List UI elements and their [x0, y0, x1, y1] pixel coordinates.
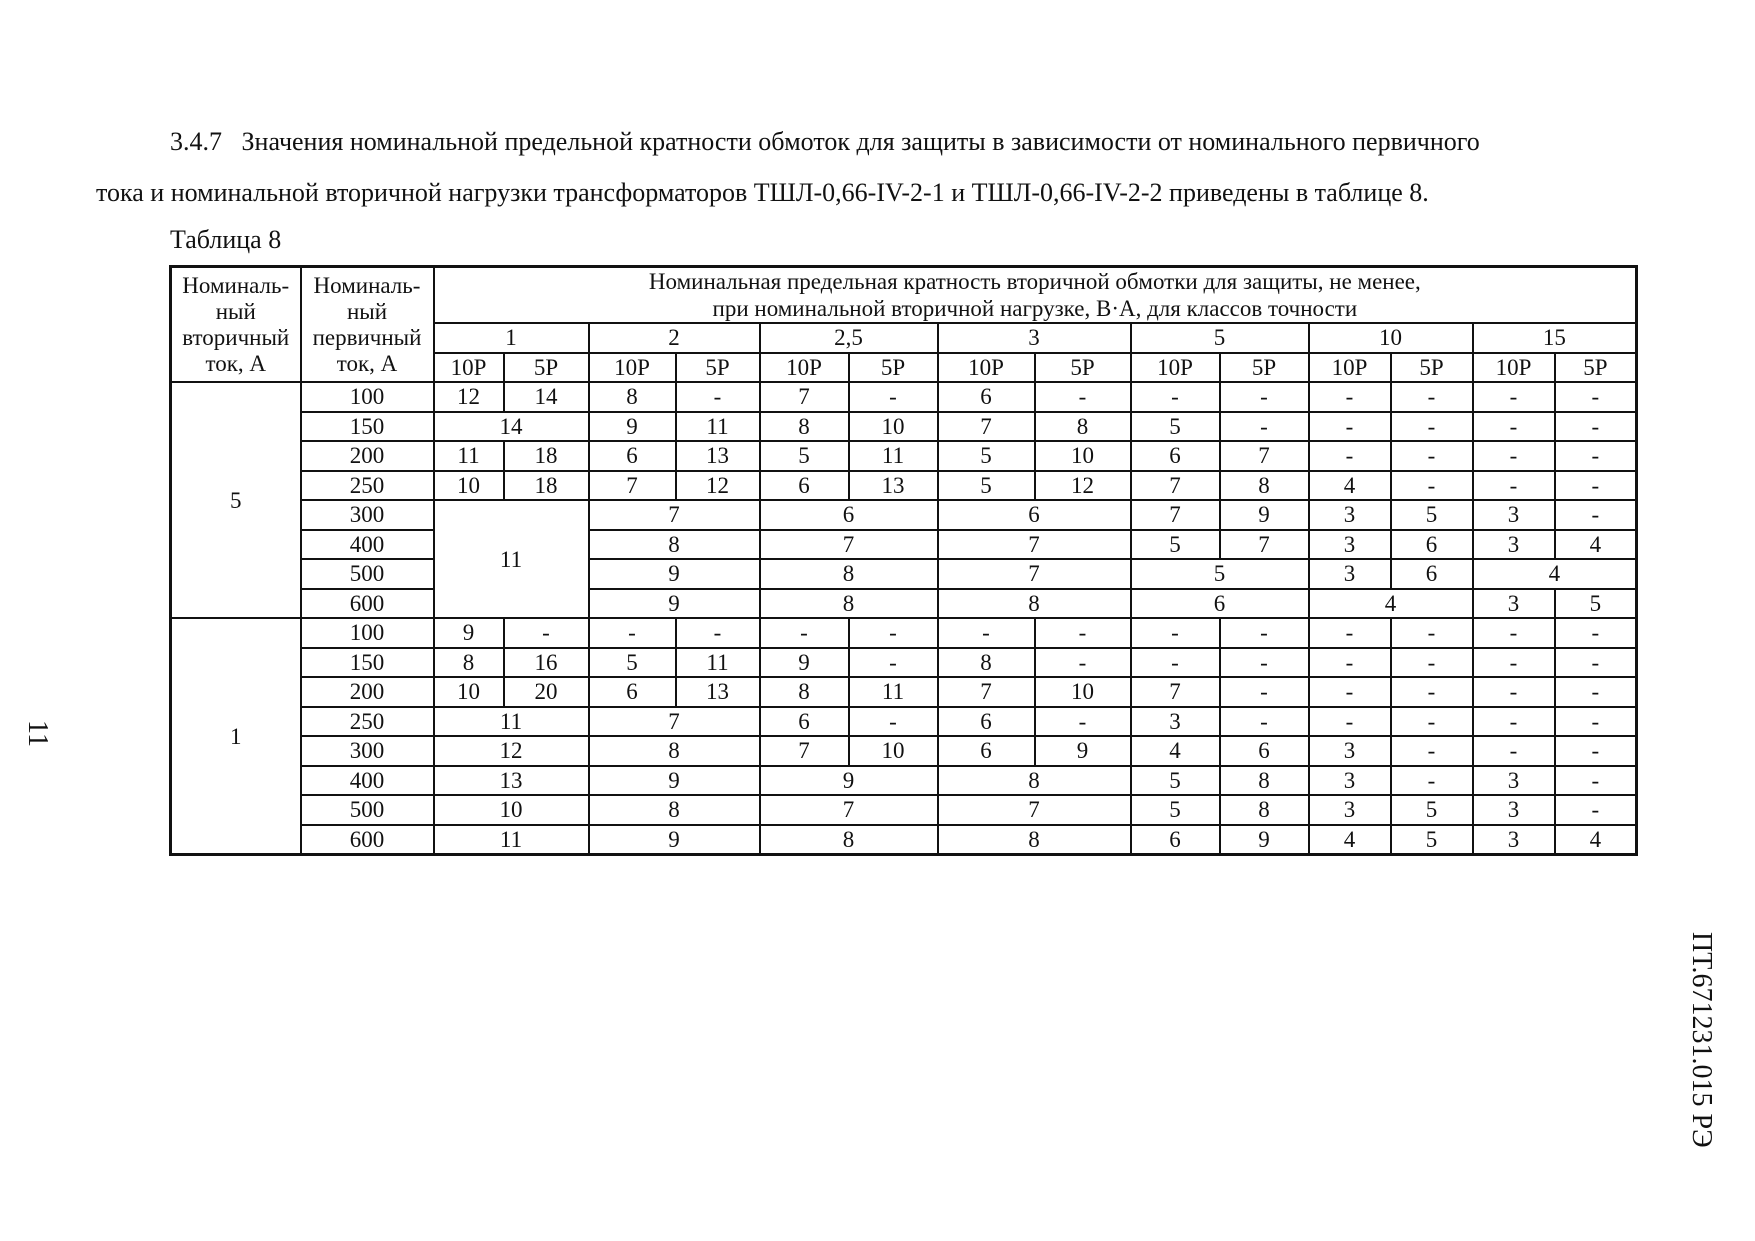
- value-cell: 14: [504, 382, 589, 412]
- value-cell: 5: [589, 648, 676, 678]
- value-cell: 5: [1131, 530, 1220, 560]
- value-cell: 11: [676, 412, 760, 442]
- class-header-3-0: 10P: [938, 353, 1035, 383]
- value-cell: 7: [589, 707, 760, 737]
- value-cell: -: [1391, 648, 1473, 678]
- value-cell: -: [1035, 707, 1131, 737]
- value-cell: 5: [1391, 825, 1473, 855]
- table-caption: Таблица 8: [170, 225, 282, 254]
- value-cell: 12: [434, 736, 589, 766]
- primary-current-cell: 100: [301, 382, 434, 412]
- value-cell: -: [1391, 618, 1473, 648]
- value-cell: 7: [1220, 530, 1309, 560]
- value-cell: 3: [1473, 589, 1555, 619]
- value-cell: 10: [1035, 441, 1131, 471]
- primary-current-cell: 600: [301, 825, 434, 855]
- value-cell: -: [1555, 795, 1637, 825]
- value-cell: -: [1473, 382, 1555, 412]
- value-cell: -: [1309, 441, 1391, 471]
- value-cell: -: [1473, 618, 1555, 648]
- value-cell: 7: [938, 559, 1131, 589]
- paragraph-line-2: тока и номинальной вторичной нагрузки трансформаторов ТШЛ-0,66-IV-2-1 и ТШЛ-0,66-IV-2-2 приведены в таблице 8.: [96, 178, 1429, 207]
- class-header-6-0: 10P: [1473, 353, 1555, 383]
- table-row: [171, 707, 1637, 737]
- table-row: [171, 500, 1637, 530]
- value-cell: 9: [760, 648, 849, 678]
- value-cell: 7: [938, 677, 1035, 707]
- value-cell: 7: [760, 530, 938, 560]
- table-row: [171, 589, 1637, 619]
- value-cell: -: [1309, 412, 1391, 442]
- value-cell: 3: [1473, 795, 1555, 825]
- value-cell: 9: [589, 559, 760, 589]
- table-row: [171, 382, 1637, 412]
- value-cell: 5: [1555, 589, 1637, 619]
- value-cell: 6: [938, 707, 1035, 737]
- value-cell: 4: [1309, 589, 1473, 619]
- value-cell: 11: [676, 648, 760, 678]
- value-cell: -: [1220, 677, 1309, 707]
- class-header-0-0: 10P: [434, 353, 504, 383]
- value-cell: 7: [1131, 500, 1220, 530]
- value-cell: -: [1391, 736, 1473, 766]
- table-row: [171, 677, 1637, 707]
- value-cell: 7: [1131, 471, 1220, 501]
- value-cell: -: [1391, 707, 1473, 737]
- value-cell: 9: [1220, 500, 1309, 530]
- value-cell: 9: [589, 412, 676, 442]
- value-cell: 8: [1220, 795, 1309, 825]
- value-cell: 7: [938, 412, 1035, 442]
- value-cell: 7: [589, 500, 760, 530]
- page-number: 11: [22, 720, 53, 747]
- value-cell: 5: [1131, 559, 1309, 589]
- value-cell: 4: [1309, 471, 1391, 501]
- value-cell: 7: [938, 530, 1131, 560]
- value-cell: 11: [849, 677, 938, 707]
- class-header-3-1: 5P: [1035, 353, 1131, 383]
- value-cell: -: [849, 648, 938, 678]
- value-cell: 6: [760, 471, 849, 501]
- value-cell: -: [849, 382, 938, 412]
- value-cell: -: [1131, 382, 1220, 412]
- value-cell: 5: [1391, 500, 1473, 530]
- value-cell: 3: [1309, 559, 1391, 589]
- value-cell: 8: [589, 382, 676, 412]
- load-header-1: 2: [589, 323, 760, 353]
- value-cell: -: [938, 618, 1035, 648]
- value-cell: 8: [760, 559, 938, 589]
- value-cell: 12: [676, 471, 760, 501]
- value-cell: 3: [1473, 825, 1555, 855]
- value-cell: 12: [434, 382, 504, 412]
- value-cell: -: [1035, 382, 1131, 412]
- table-row: [171, 795, 1637, 825]
- secondary-current-cell: 5: [171, 382, 301, 618]
- value-cell: 13: [434, 766, 589, 796]
- value-cell: 9: [1220, 825, 1309, 855]
- value-cell: 9: [589, 825, 760, 855]
- class-header-2-1: 5P: [849, 353, 938, 383]
- value-cell: 12: [1035, 471, 1131, 501]
- value-cell: -: [676, 382, 760, 412]
- value-cell: 5: [1131, 766, 1220, 796]
- primary-current-cell: 500: [301, 559, 434, 589]
- value-cell: 6: [938, 736, 1035, 766]
- value-cell: 8: [1220, 766, 1309, 796]
- value-cell: -: [1473, 677, 1555, 707]
- secondary-current-cell: 1: [171, 618, 301, 855]
- table-row: [171, 441, 1637, 471]
- class-header-0-1: 5P: [504, 353, 589, 383]
- primary-current-cell: 300: [301, 736, 434, 766]
- value-cell: -: [1555, 441, 1637, 471]
- secondary-current-header: Номиналь- ный вторичный ток, А: [171, 267, 301, 383]
- value-cell: 7: [1220, 441, 1309, 471]
- document-code: ПТ.671231.015 РЭ: [1686, 932, 1717, 1148]
- value-cell: 5: [938, 471, 1035, 501]
- value-cell: -: [1555, 707, 1637, 737]
- value-cell: 8: [1035, 412, 1131, 442]
- value-cell: 3: [1131, 707, 1220, 737]
- value-cell: 6: [589, 441, 676, 471]
- primary-current-cell: 400: [301, 766, 434, 796]
- primary-current-cell: 200: [301, 677, 434, 707]
- value-cell: 8: [938, 766, 1131, 796]
- value-cell: -: [1035, 648, 1131, 678]
- value-cell: -: [589, 618, 676, 648]
- value-cell: 5: [1131, 795, 1220, 825]
- value-cell: -: [1555, 382, 1637, 412]
- class-header-6-1: 5P: [1555, 353, 1637, 383]
- value-cell: 8: [589, 795, 760, 825]
- value-cell: -: [1391, 766, 1473, 796]
- load-header-2: 2,5: [760, 323, 938, 353]
- load-header-3: 3: [938, 323, 1131, 353]
- value-cell: -: [1220, 648, 1309, 678]
- value-cell: -: [1473, 736, 1555, 766]
- value-cell: -: [1309, 382, 1391, 412]
- section-number: 3.4.7: [170, 127, 222, 156]
- value-cell: -: [1131, 648, 1220, 678]
- value-cell: 5: [938, 441, 1035, 471]
- value-cell: 3: [1309, 736, 1391, 766]
- value-cell: 3: [1309, 530, 1391, 560]
- value-cell: 14: [434, 412, 589, 442]
- value-cell: -: [1555, 736, 1637, 766]
- value-cell: 16: [504, 648, 589, 678]
- primary-current-cell: 600: [301, 589, 434, 619]
- value-cell: 6: [760, 707, 849, 737]
- value-cell: -: [1220, 618, 1309, 648]
- table-row: [171, 530, 1637, 560]
- value-cell: -: [1473, 471, 1555, 501]
- value-cell: 6: [1391, 530, 1473, 560]
- value-cell: -: [849, 707, 938, 737]
- value-cell: 3: [1473, 530, 1555, 560]
- load-header-4: 5: [1131, 323, 1309, 353]
- value-cell: 18: [504, 441, 589, 471]
- table-row: [171, 412, 1637, 442]
- value-cell: 3: [1473, 500, 1555, 530]
- primary-current-cell: 250: [301, 471, 434, 501]
- value-cell: -: [1391, 677, 1473, 707]
- value-cell: -: [1220, 382, 1309, 412]
- value-cell: -: [849, 618, 938, 648]
- value-cell: 20: [504, 677, 589, 707]
- value-cell: 10: [434, 471, 504, 501]
- value-cell: 8: [1220, 471, 1309, 501]
- value-cell: 7: [1131, 677, 1220, 707]
- value-cell: 4: [1473, 559, 1637, 589]
- table-row: [171, 559, 1637, 589]
- header-row-1: [171, 267, 1637, 324]
- value-cell: -: [1131, 618, 1220, 648]
- value-cell: -: [1473, 707, 1555, 737]
- value-cell: 8: [760, 825, 938, 855]
- value-cell: 13: [676, 441, 760, 471]
- value-cell: 7: [589, 471, 676, 501]
- class-header-5-1: 5P: [1391, 353, 1473, 383]
- value-cell: 5: [1391, 795, 1473, 825]
- value-cell: -: [1309, 618, 1391, 648]
- value-cell: -: [1220, 707, 1309, 737]
- primary-current-cell: 200: [301, 441, 434, 471]
- value-cell: 4: [1555, 530, 1637, 560]
- value-cell: 7: [760, 736, 849, 766]
- value-cell: 9: [434, 618, 504, 648]
- load-header-6: 15: [1473, 323, 1637, 353]
- value-cell: 13: [849, 471, 938, 501]
- value-cell: 4: [1131, 736, 1220, 766]
- value-cell: 5: [1131, 412, 1220, 442]
- value-cell: 10: [1035, 677, 1131, 707]
- value-cell: 10: [849, 412, 938, 442]
- value-cell: -: [1391, 412, 1473, 442]
- value-cell: -: [1555, 471, 1637, 501]
- value-cell: 11: [849, 441, 938, 471]
- value-cell: 6: [760, 500, 938, 530]
- class-header-1-1: 5P: [676, 353, 760, 383]
- class-header-4-0: 10P: [1131, 353, 1220, 383]
- primary-current-header: Номиналь- ный первичный ток, А: [301, 267, 434, 383]
- value-cell: 3: [1309, 500, 1391, 530]
- value-cell: 8: [938, 648, 1035, 678]
- value-cell: 7: [760, 795, 938, 825]
- value-cell: 7: [760, 382, 849, 412]
- value-cell: -: [1555, 618, 1637, 648]
- value-cell: -: [1309, 648, 1391, 678]
- value-cell: 8: [760, 412, 849, 442]
- value-cell: 8: [938, 825, 1131, 855]
- value-cell: 8: [589, 736, 760, 766]
- primary-current-cell: 400: [301, 530, 434, 560]
- class-header-1-0: 10P: [589, 353, 676, 383]
- table-row: [171, 618, 1637, 648]
- value-cell: -: [1391, 382, 1473, 412]
- value-cell: 10: [849, 736, 938, 766]
- value-cell: 8: [938, 589, 1131, 619]
- value-cell: 6: [1131, 589, 1309, 619]
- value-cell: 3: [1473, 766, 1555, 796]
- table-8: [169, 265, 1638, 856]
- value-cell: 4: [1555, 825, 1637, 855]
- primary-current-cell: 300: [301, 500, 434, 530]
- value-cell: 9: [589, 589, 760, 619]
- primary-current-cell: 500: [301, 795, 434, 825]
- value-cell: 8: [589, 530, 760, 560]
- value-cell: 10: [434, 677, 504, 707]
- value-cell: 10: [434, 795, 589, 825]
- value-cell: 6: [1391, 559, 1473, 589]
- value-cell: -: [1473, 648, 1555, 678]
- value-cell: 4: [1309, 825, 1391, 855]
- value-cell: 18: [504, 471, 589, 501]
- primary-current-cell: 100: [301, 618, 434, 648]
- value-cell: 7: [938, 795, 1131, 825]
- table-row: [171, 471, 1637, 501]
- load-header-5: 10: [1309, 323, 1473, 353]
- value-cell: -: [1555, 412, 1637, 442]
- primary-current-cell: 150: [301, 412, 434, 442]
- class-header-5-0: 10P: [1309, 353, 1391, 383]
- table-row: [171, 825, 1637, 855]
- paragraph: [96, 116, 1696, 218]
- value-cell: -: [1473, 441, 1555, 471]
- class-header-2-0: 10P: [760, 353, 849, 383]
- value-cell: 11: [434, 500, 589, 618]
- table-row: [171, 766, 1637, 796]
- table-row: [171, 648, 1637, 678]
- primary-current-cell: 150: [301, 648, 434, 678]
- value-cell: 6: [589, 677, 676, 707]
- value-cell: 9: [1035, 736, 1131, 766]
- value-cell: 9: [760, 766, 938, 796]
- value-cell: 8: [434, 648, 504, 678]
- value-cell: 5: [760, 441, 849, 471]
- value-cell: -: [760, 618, 849, 648]
- value-cell: -: [1035, 618, 1131, 648]
- value-cell: -: [1391, 441, 1473, 471]
- value-cell: 11: [434, 825, 589, 855]
- value-cell: 3: [1309, 795, 1391, 825]
- table-row: [171, 736, 1637, 766]
- value-cell: 11: [434, 707, 589, 737]
- value-cell: -: [676, 618, 760, 648]
- value-cell: -: [504, 618, 589, 648]
- value-cell: 9: [589, 766, 760, 796]
- value-cell: 6: [938, 500, 1131, 530]
- primary-current-cell: 250: [301, 707, 434, 737]
- value-cell: -: [1555, 677, 1637, 707]
- load-header-0: 1: [434, 323, 589, 353]
- value-cell: -: [1309, 677, 1391, 707]
- value-cell: -: [1309, 707, 1391, 737]
- value-cell: -: [1220, 412, 1309, 442]
- value-cell: -: [1391, 471, 1473, 501]
- value-cell: 11: [434, 441, 504, 471]
- value-cell: 8: [760, 589, 938, 619]
- value-cell: -: [1555, 648, 1637, 678]
- value-cell: 6: [938, 382, 1035, 412]
- class-header-4-1: 5P: [1220, 353, 1309, 383]
- value-cell: 6: [1131, 825, 1220, 855]
- value-cell: 3: [1309, 766, 1391, 796]
- value-cell: 8: [760, 677, 849, 707]
- value-cell: 13: [676, 677, 760, 707]
- value-cell: 6: [1131, 441, 1220, 471]
- limit-factor-header: Номинальная предельная кратность вторичной обмотки для защиты, не менее, при номинальной вторичной нагрузке, В·А, для классов точности: [434, 267, 1637, 324]
- value-cell: -: [1555, 766, 1637, 796]
- value-cell: -: [1473, 412, 1555, 442]
- value-cell: 6: [1220, 736, 1309, 766]
- value-cell: -: [1555, 500, 1637, 530]
- paragraph-line-1: Значения номинальной предельной кратности обмоток для защиты в зависимости от номинального первичного: [241, 127, 1480, 156]
